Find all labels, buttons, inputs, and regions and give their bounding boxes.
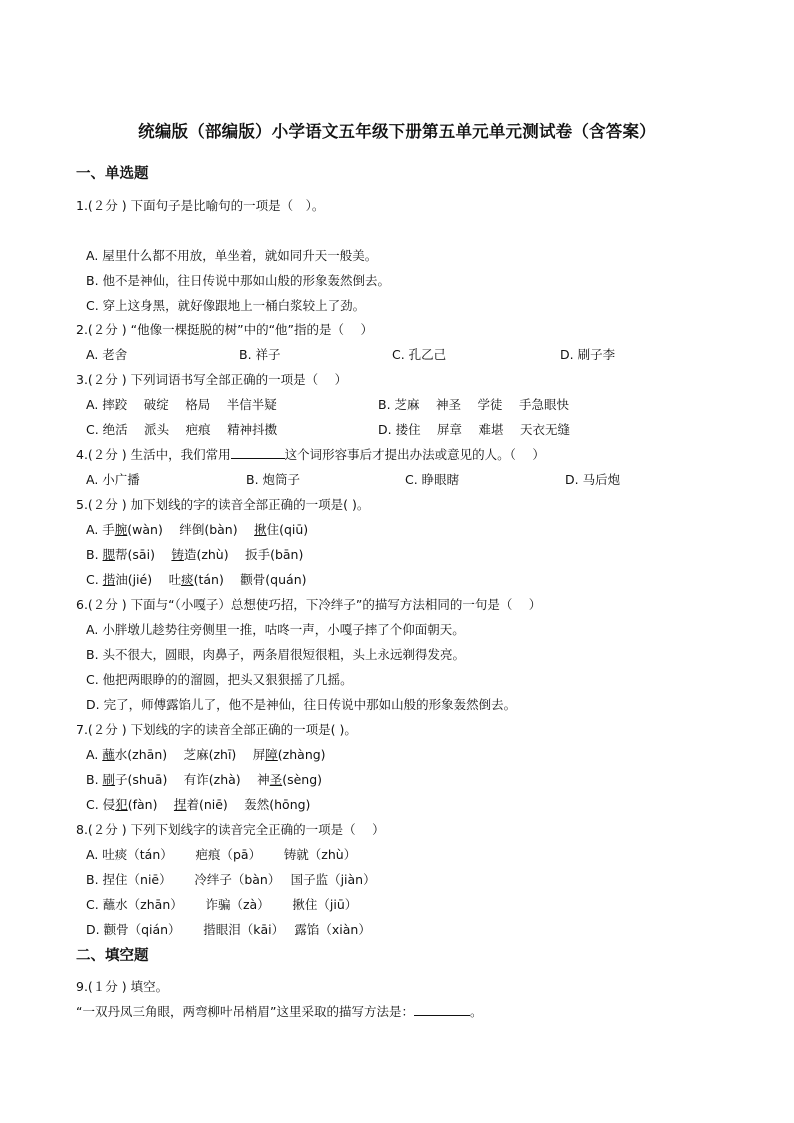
question-7-option-a: A. 蘸水(zhān) 芝麻(zhī) 屏障(zhàng) bbox=[86, 747, 326, 762]
question-6-stem: 6.(２分 ) 下面与“（小嘎子）总想使巧招，下冷绊子”的描写方法相同的一句是（ ） bbox=[76, 597, 542, 612]
question-2-option-b: B. 祥子 bbox=[239, 347, 281, 362]
question-7-option-c: C. 侵犯(fàn) 捏着(niē) 轰然(hōng) bbox=[86, 797, 311, 812]
underlined-char: 犯 bbox=[115, 797, 128, 812]
question-7-option-b: B. 刷子(shuā) 有诈(zhà) 神圣(sèng) bbox=[86, 772, 323, 787]
question-3-stem: 3.(２分 ) 下列词语书写全部正确的一项是（ ） bbox=[76, 372, 348, 387]
question-2-stem: 2.(２分 ) “他像一棵挺脱的树”中的“他”指的是（ ） bbox=[76, 322, 374, 337]
underlined-char: 障 bbox=[265, 747, 278, 762]
underlined-char: 腕 bbox=[114, 522, 128, 537]
underlined-char: 铸 bbox=[171, 547, 184, 562]
question-1-option-b: B. 他不是神仙，往日传说中那如山般的形象轰然倒去。 bbox=[86, 273, 391, 288]
question-1-option-c: C. 穿上这身黑，就好像跟地上一桶白浆较上了劲。 bbox=[86, 298, 366, 313]
page-title: 统编版（部编版）小学语文五年级下册第五单元单元测试卷（含答案） bbox=[138, 122, 656, 141]
question-6-option-d: D. 完了，师傅露馅儿了，他不是神仙，往日传说中那如山般的形象轰然倒去。 bbox=[86, 697, 517, 712]
question-4-stem-before: 4.(２分 ) 生活中，我们常用 bbox=[76, 447, 231, 462]
underlined-char: 痰 bbox=[181, 572, 194, 587]
question-9-text-before: “一双丹凤三角眼，两弯柳叶吊梢眉”这里采取的描写方法是： bbox=[76, 1004, 414, 1019]
underlined-char: 腮 bbox=[102, 547, 116, 562]
question-8-option-a: A. 吐痰（tán） 疤痕（pā） 铸就（zhù） bbox=[86, 847, 357, 862]
question-8-stem: 8.(２分 ) 下列下划线字的读音完全正确的一项是（ ） bbox=[76, 822, 385, 837]
question-3-option-b: B. 芝麻 神圣 学徒 手急眼快 bbox=[378, 397, 569, 412]
section-heading-single-choice: 一、单选题 bbox=[76, 166, 149, 182]
question-4-option-a: A. 小广播 bbox=[86, 472, 140, 487]
question-5-option-b: B. 腮帮(sāi) 铸造(zhù) 扳手(bān) bbox=[86, 547, 304, 562]
question-9-blank bbox=[414, 1015, 470, 1016]
question-4-option-b: B. 炮筒子 bbox=[246, 472, 301, 487]
question-2-option-c: C. 孔乙己 bbox=[392, 347, 447, 362]
question-3-option-a: A. 摔跤 破绽 格局 半信半疑 bbox=[86, 397, 277, 412]
question-9-stem: 9.(１分 ) 填空。 bbox=[76, 979, 169, 994]
question-2-option-a: A. 老舍 bbox=[86, 347, 128, 362]
question-6-option-c: C. 他把两眼睁的的溜圆，把头又狠狠摇了几摇。 bbox=[86, 672, 353, 687]
question-8-option-b: B. 捏住（niē） 冷绊子（bàn） 国子监（jiàn） bbox=[86, 872, 376, 887]
question-5-option-a: A. 手腕(wàn) 绊倒(bàn) 揪住(qiū) bbox=[86, 522, 309, 537]
question-4-option-d: D. 马后炮 bbox=[565, 472, 621, 487]
underlined-char: 圣 bbox=[269, 772, 283, 787]
question-8-option-d: D. 颧骨（qián） 揩眼泪（kāi） 露馅（xiàn） bbox=[86, 922, 371, 937]
underlined-char: 刷 bbox=[102, 772, 116, 787]
question-8-option-c: C. 蘸水（zhān） 诈骗（zà） 揪住（jiū） bbox=[86, 897, 358, 912]
question-4-blank bbox=[231, 458, 285, 459]
question-4-stem bbox=[76, 445, 545, 463]
question-1-stem: 1.(２分 ) 下面句子是比喻句的一项是（ ）。 bbox=[76, 198, 325, 213]
question-1-option-a: A. 屋里什么都不用放，单坐着，就如同升天一般美。 bbox=[86, 248, 378, 263]
underlined-char: 揩 bbox=[102, 572, 116, 587]
question-3-option-d: D. 搂住 屏章 难堪 天衣无缝 bbox=[378, 422, 570, 437]
question-2-option-d: D. 刷子李 bbox=[560, 347, 616, 362]
underlined-char: 捏 bbox=[173, 797, 187, 812]
question-3-option-c: C. 绝活 派头 疤痕 精神抖擞 bbox=[86, 422, 278, 437]
question-4-stem-after: 这个词形容事后才提出办法或意见的人。（ ） bbox=[284, 447, 545, 462]
question-5-stem: 5.(２分 ) 加下划线的字的读音全部正确的一项是( )。 bbox=[76, 497, 370, 512]
question-9-text-after: 。 bbox=[469, 1004, 483, 1019]
section-heading-fill-blank: 二、填空题 bbox=[76, 948, 149, 964]
question-6-option-b: B. 头不很大，圆眼，肉鼻子，两条眉很短很粗，头上永远剃得发亮。 bbox=[86, 647, 466, 662]
question-6-option-a: A. 小胖墩儿趁势往旁侧里一推，咕咚一声，小嘎子摔了个仰面朝天。 bbox=[86, 622, 465, 637]
underlined-char: 揪 bbox=[254, 522, 267, 537]
question-4-option-c: C. 睁眼瞎 bbox=[405, 472, 460, 487]
question-5-option-c: C. 揩油(jié) 吐痰(tán) 颧骨(quán) bbox=[86, 572, 307, 587]
underlined-char: 蘸 bbox=[102, 747, 115, 762]
question-9-text bbox=[76, 1002, 482, 1020]
question-7-stem: 7.(２分 ) 下划线的字的读音全部正确的一项是( )。 bbox=[76, 722, 357, 737]
